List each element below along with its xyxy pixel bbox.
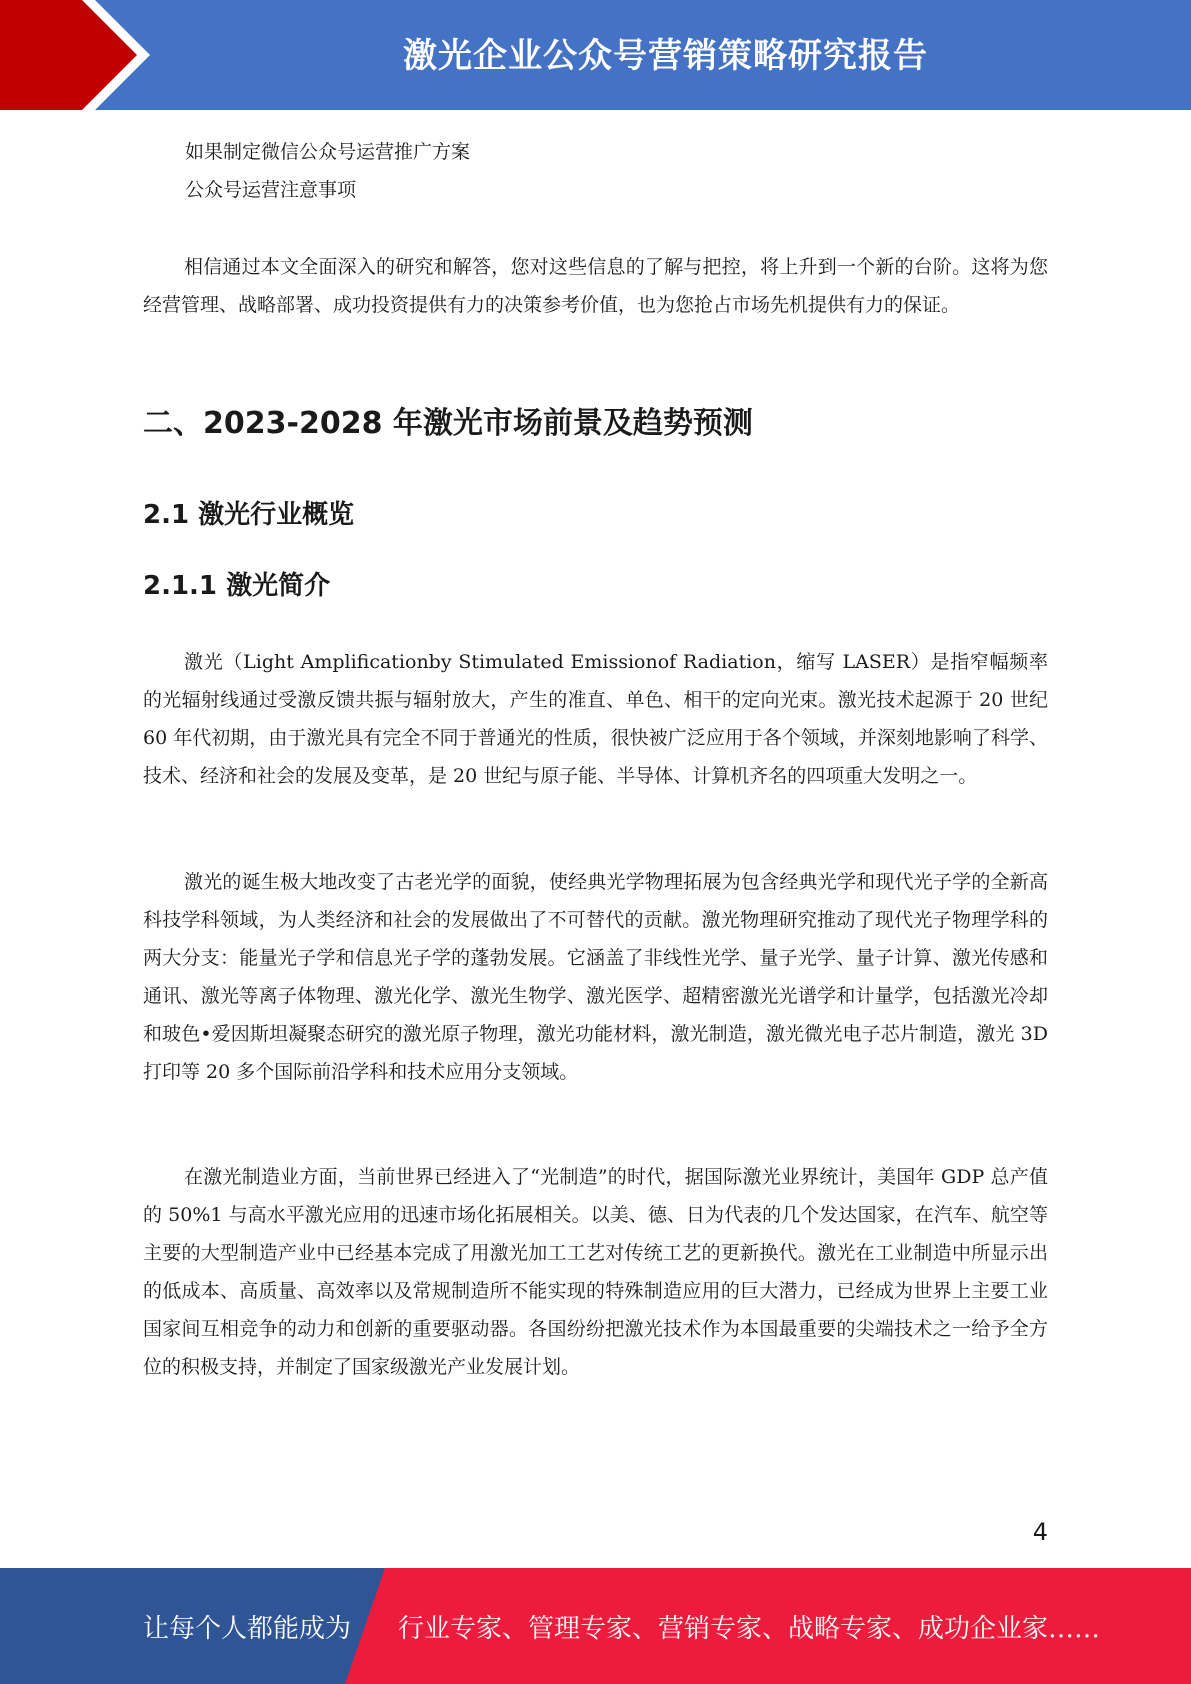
page-header: [0, 0, 1191, 110]
body-paragraph-1: 激光（Light Amplificationby Stimulated Emissionof Radiation，缩写 LASER）是指窄幅频率的光辐射线通过受激反馈共振与辐射放大，产生的准直、单色、相干的定向光束。激光技术起源于 20 世纪 60 年代初期，由于激光具有完全不同于普通光的性质，很快被广泛应用于各个领域，并深刻地影响了科学、技术、经济和社会的发展及变革，是 20 世纪与原子能、半导体、计算机齐名的四项重大发明之一。: [143, 651, 1048, 787]
body-paragraph-3: 在激光制造业方面，当前世界已经进入了“光制造”的时代，据国际激光业界统计，美国年 GDP 总产值的 50%1 与高水平激光应用的迅速市场化拓展相关。以美、德、日为代表的几个发达国家，在汽车、航空等主要的大型制造产业中已经基本完成了用激光加工工艺对传统工艺的更新换代。激光在工业制造中所显示出的低成本、高质量、高效率以及常规制造所不能实现的特殊制造应用的巨大潜力，已经成为世界上主要工业国家间互相竞争的动力和创新的重要驱动器。各国纷纷把激光技术作为本国最重要的尖端技术之一给予全方位的积极支持，并制定了国家级激光产业发展计划。: [143, 1166, 1048, 1378]
body-paragraph-2: 激光的诞生极大地改变了古老光学的面貌，使经典光学物理拓展为包含经典光学和现代光子学的全新高科技学科领域，为人类经济和社会的发展做出了不可替代的贡献。激光物理研究推动了现代光子物理学科的两大分支：能量光子学和信息光子学的蓬勃发展。它涵盖了非线性光学、量子光学、量子计算、激光传感和通讯、激光等离子体物理、激光化学、激光生物学、激光医学、超精密激光光谱学和计量学，包括激光冷却和玻色•爱因斯坦凝聚态研究的激光原子物理，激光功能材料，激光制造，激光微光电子芯片制造，激光 3D 打印等 20 多个国际前沿学科和技术应用分支领域。: [143, 871, 1048, 1083]
page-number: 4: [1032, 1518, 1048, 1546]
footer-slogan-left: 让每个人都能成为: [143, 1613, 352, 1644]
list-item: 如果制定微信公众号运营推广方案: [185, 141, 471, 163]
intro-paragraph: 相信通过本文全面深入的研究和解答，您对这些信息的了解与把控，将上升到一个新的台阶。这将为您经营管理、战略部署、成功投资提供有力的决策参考价值，也为您抢占市场先机提供有力的保证。: [143, 256, 1048, 316]
page-footer: [0, 1568, 1191, 1684]
list-item: 公众号运营注意事项: [185, 179, 357, 201]
section-heading: 二、2023-2028 年激光市场前景及趋势预测: [143, 406, 753, 441]
subsubsection-heading: 2.1.1 激光简介: [143, 571, 331, 601]
subsection-heading: 2.1 激光行业概览: [143, 500, 355, 530]
report-title: 激光企业公众号营销策略研究报告: [403, 36, 928, 76]
header-chevron-icon: [0, 0, 160, 110]
footer-slogan-right: 行业专家、管理专家、营销专家、战略专家、成功企业家……: [398, 1613, 1101, 1644]
